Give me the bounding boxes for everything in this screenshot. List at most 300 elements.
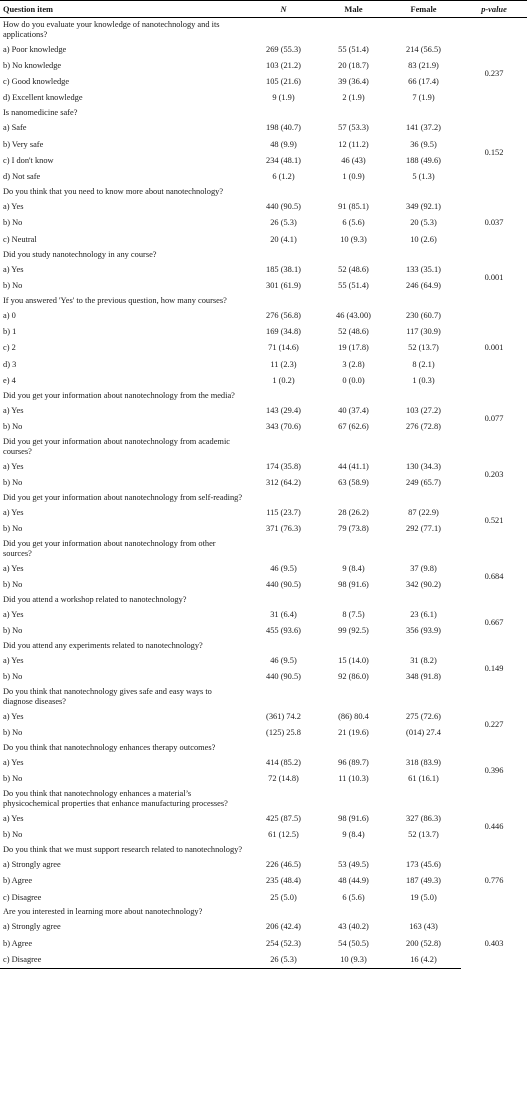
male-value: 67 (62.6) (338, 422, 369, 432)
female-value: 52 (13.7) (408, 830, 439, 840)
female-value: (014) 27.4 (406, 728, 441, 738)
empty-cell (321, 491, 386, 505)
empty-cell (461, 294, 527, 308)
option-label: b) No (3, 774, 23, 784)
question-text: Did you attend any experiments related to nanotechnology? (3, 641, 203, 651)
option-label: a) Yes (3, 655, 24, 665)
option-row (0, 873, 527, 889)
option-label: b) Very safe (3, 139, 44, 149)
option-label: a) Yes (3, 507, 24, 517)
option-row (0, 356, 527, 372)
option-label: a) 0 (3, 310, 16, 320)
empty-cell (321, 741, 386, 755)
option-row (0, 919, 527, 935)
empty-cell (321, 537, 386, 560)
question-row (0, 294, 527, 308)
empty-cell (461, 389, 527, 403)
n-value: 11 (2.3) (270, 359, 297, 369)
n-value: 72 (14.8) (268, 774, 299, 784)
empty-cell (461, 685, 527, 708)
female-value: 31 (8.2) (410, 655, 437, 665)
empty-cell (246, 537, 321, 560)
female-value: 130 (34.3) (406, 461, 441, 471)
female-value: 187 (49.3) (406, 876, 441, 886)
empty-cell (386, 843, 461, 857)
n-value: (361) 74.2 (266, 711, 301, 721)
empty-cell (246, 685, 321, 708)
option-label: c) Good knowledge (3, 77, 70, 87)
question-row (0, 18, 527, 42)
empty-cell (461, 741, 527, 755)
male-value: 98 (91.6) (338, 813, 369, 823)
option-row (0, 90, 527, 106)
empty-cell (386, 787, 461, 810)
n-value: 115 (23.7) (266, 507, 301, 517)
n-value: 425 (87.5) (266, 813, 301, 823)
male-value: 99 (92.5) (338, 626, 369, 636)
female-value: 327 (86.3) (406, 813, 441, 823)
p-value: 0.203 (484, 469, 504, 479)
p-value: 0.037 (484, 218, 504, 228)
question-text: Do you think that we must support research related to nanotechnology? (3, 844, 243, 854)
male-value: 8 (7.5) (342, 609, 365, 619)
male-value: 48 (44.9) (338, 876, 369, 886)
female-value: 16 (4.2) (386, 952, 461, 969)
question-row (0, 248, 527, 262)
female-value: 117 (30.9) (406, 327, 441, 337)
n-value: 269 (55.3) (266, 44, 301, 54)
option-label: a) Yes (3, 711, 24, 721)
empty-cell (246, 639, 321, 653)
empty-cell (246, 491, 321, 505)
option-label: b) Agree (3, 876, 33, 886)
male-value: 44 (41.1) (338, 461, 369, 471)
empty-cell (246, 787, 321, 810)
p-value: 0.521 (484, 515, 504, 525)
female-value: 7 (1.9) (412, 93, 435, 103)
question-text: Do you think that nanotechnology enhances therapy outcomes? (3, 743, 216, 752)
option-label: a) Yes (3, 264, 24, 274)
empty-cell (246, 843, 321, 857)
male-value: 55 (51.4) (338, 280, 369, 290)
question-row (0, 491, 527, 505)
female-value: 163 (43) (409, 922, 438, 932)
p-value: 0.684 (484, 571, 504, 581)
empty-cell (386, 18, 461, 42)
female-value: 52 (13.7) (408, 343, 439, 353)
option-row (0, 521, 527, 537)
option-row (0, 261, 527, 277)
empty-cell (321, 389, 386, 403)
female-value: 292 (77.1) (406, 524, 441, 534)
question-row (0, 106, 527, 120)
empty-cell (321, 248, 386, 262)
empty-cell (461, 435, 527, 458)
empty-cell (461, 905, 527, 919)
empty-cell (461, 593, 527, 607)
male-value: 55 (51.4) (338, 44, 369, 54)
n-value: 1 (0.2) (272, 375, 295, 385)
n-value: 48 (9.9) (270, 139, 297, 149)
n-value: 46 (9.5) (270, 563, 297, 573)
empty-cell (386, 389, 461, 403)
option-row (0, 623, 527, 639)
male-value: 46 (43.00) (336, 310, 371, 320)
p-value: 0.077 (484, 414, 504, 423)
p-value: 0.446 (484, 821, 504, 831)
empty-cell (321, 106, 386, 120)
question-row (0, 435, 527, 458)
empty-cell (386, 435, 461, 458)
female-value: 1 (0.3) (412, 375, 435, 385)
p-value: 0.667 (484, 617, 504, 627)
question-text: Do you think that you need to know more about nanotechnology? (3, 187, 224, 197)
female-value: 20 (5.3) (410, 218, 437, 228)
option-row (0, 952, 527, 969)
option-label: b) Agree (3, 938, 33, 948)
male-value: 98 (91.6) (338, 579, 369, 589)
male-value: 91 (85.1) (338, 202, 369, 212)
empty-cell (321, 639, 386, 653)
question-row (0, 905, 527, 919)
question-row (0, 787, 527, 810)
empty-cell (246, 248, 321, 262)
n-value: 46 (9.5) (270, 655, 297, 665)
option-label: b) No knowledge (3, 60, 62, 70)
male-value: 21 (19.6) (338, 728, 369, 738)
option-row (0, 153, 527, 169)
empty-cell (461, 639, 527, 653)
option-row (0, 324, 527, 340)
p-value: 0.396 (484, 766, 504, 776)
option-label: c) I don't know (3, 155, 54, 165)
female-value: 230 (60.7) (406, 310, 441, 320)
option-row (0, 169, 527, 185)
p-value: 0.227 (484, 719, 504, 729)
option-row (0, 708, 527, 724)
option-label: a) Safe (3, 123, 27, 133)
n-value: 26 (5.3) (246, 952, 321, 969)
empty-cell (461, 787, 527, 810)
empty-cell (321, 905, 386, 919)
female-value: 37 (9.8) (410, 563, 437, 573)
female-value: 36 (9.5) (410, 139, 437, 149)
option-row (0, 810, 527, 826)
question-text: Did you get your information about nanotechnology from other sources? (3, 539, 216, 558)
male-value: 43 (40.2) (338, 922, 369, 932)
male-value: 57 (53.3) (338, 123, 369, 133)
empty-cell (386, 185, 461, 199)
p-value: 0.152 (484, 147, 504, 157)
question-text: Did you attend a workshop related to nanotechnology? (3, 594, 187, 604)
n-value: 254 (52.3) (266, 938, 301, 948)
empty-cell (461, 491, 527, 505)
option-row (0, 120, 527, 136)
male-value: 19 (17.8) (338, 343, 369, 353)
n-value: 61 (12.5) (268, 830, 299, 840)
n-value: 103 (21.2) (266, 60, 301, 70)
male-value: 46 (43) (341, 155, 366, 165)
option-label: a) Yes (3, 757, 24, 767)
empty-cell (386, 106, 461, 120)
male-value: 12 (11.2) (338, 139, 369, 149)
option-row (0, 403, 527, 419)
option-label: b) No (3, 477, 23, 487)
question-text: Did you get your information about nanotechnology from academic courses? (3, 437, 230, 456)
option-label: a) Yes (3, 563, 24, 573)
option-label: a) Poor knowledge (3, 44, 67, 54)
n-value: 301 (61.9) (266, 280, 301, 290)
empty-cell (321, 685, 386, 708)
female-value: 141 (37.2) (406, 123, 441, 133)
female-value: 276 (72.8) (406, 422, 441, 432)
male-value: 9 (8.4) (342, 830, 365, 840)
female-value: 8 (2.1) (412, 359, 435, 369)
empty-cell (461, 18, 527, 42)
option-label: b) No (3, 728, 23, 738)
question-row (0, 185, 527, 199)
option-row (0, 857, 527, 873)
header-female: Female (386, 1, 461, 18)
female-value: 83 (21.9) (408, 60, 439, 70)
male-value: 53 (49.5) (338, 859, 369, 869)
header-n: N (246, 1, 321, 18)
option-label: a) Strongly agree (3, 859, 61, 869)
option-label: c) Disagree (3, 892, 42, 902)
empty-cell (321, 294, 386, 308)
male-value: 92 (86.0) (338, 672, 369, 682)
option-row (0, 560, 527, 576)
n-value: 9 (1.9) (272, 93, 295, 103)
empty-cell (321, 843, 386, 857)
n-value: 414 (85.2) (266, 757, 301, 767)
option-row (0, 215, 527, 231)
male-value: 39 (36.4) (338, 77, 369, 87)
female-value: 5 (1.3) (412, 172, 435, 182)
n-value: 226 (46.5) (266, 859, 301, 869)
empty-cell (321, 185, 386, 199)
question-row (0, 537, 527, 560)
question-text: How do you evaluate your knowledge of nanotechnology and its applications? (3, 20, 220, 39)
option-row (0, 307, 527, 323)
option-row (0, 136, 527, 152)
n-value: 198 (40.7) (266, 123, 301, 133)
empty-cell (461, 248, 527, 262)
question-text: Did you get your information about nanotechnology from self-reading? (3, 492, 243, 502)
n-value: 185 (38.1) (266, 264, 301, 274)
option-label: a) Yes (3, 813, 24, 823)
n-value: 455 (93.6) (266, 626, 301, 636)
n-value: 276 (56.8) (266, 310, 301, 320)
p-value: 0.001 (484, 343, 504, 353)
option-row (0, 935, 527, 951)
empty-cell (386, 685, 461, 708)
female-value: 318 (83.9) (406, 757, 441, 767)
male-value: 52 (48.6) (338, 264, 369, 274)
option-label: b) No (3, 672, 23, 682)
male-value: 96 (89.7) (338, 757, 369, 767)
p-value: 0.001 (484, 272, 504, 282)
option-row (0, 606, 527, 622)
option-row (0, 340, 527, 356)
option-label: e) 4 (3, 375, 16, 385)
option-label: b) No (3, 579, 23, 589)
option-row (0, 57, 527, 73)
p-value: 0.776 (484, 876, 504, 886)
female-value: 61 (16.1) (408, 774, 439, 784)
empty-cell (461, 106, 527, 120)
option-label: c) Disagree (0, 952, 246, 969)
n-value: (125) 25.8 (266, 728, 301, 738)
male-value: 9 (8.4) (342, 563, 365, 573)
n-value: 25 (5.0) (270, 892, 297, 902)
question-text: If you answered 'Yes' to the previous question, how many courses? (3, 295, 227, 305)
option-label: b) 1 (3, 327, 17, 337)
empty-cell (386, 741, 461, 755)
empty-cell (386, 537, 461, 560)
option-label: b) No (3, 280, 23, 290)
option-label: d) Excellent knowledge (3, 93, 83, 103)
n-value: 206 (42.4) (266, 922, 301, 932)
option-label: b) No (3, 218, 23, 228)
n-value: 71 (14.6) (268, 343, 299, 353)
question-row (0, 593, 527, 607)
p-value: 0.403 (484, 938, 504, 948)
female-value: 246 (64.9) (406, 280, 441, 290)
empty-cell (321, 787, 386, 810)
option-label: b) No (3, 626, 23, 636)
empty-cell (246, 185, 321, 199)
male-value: 15 (14.0) (338, 655, 369, 665)
option-row (0, 373, 527, 389)
empty-cell (246, 741, 321, 755)
male-value: 3 (2.8) (342, 359, 365, 369)
n-value: 234 (48.1) (266, 155, 301, 165)
female-value: 188 (49.6) (406, 155, 441, 165)
option-row (0, 458, 527, 474)
n-value: 440 (90.5) (266, 579, 301, 589)
female-value: 66 (17.4) (408, 77, 439, 87)
question-text: Do you think that nanotechnology gives safe and easy ways to diagnose diseases? (3, 687, 212, 706)
male-value: 6 (5.6) (342, 892, 365, 902)
option-label: c) Neutral (3, 234, 37, 244)
empty-cell (246, 106, 321, 120)
female-value: 133 (35.1) (406, 264, 441, 274)
female-value: 348 (91.8) (406, 672, 441, 682)
option-label: b) No (3, 422, 23, 432)
empty-cell (386, 248, 461, 262)
option-row (0, 41, 527, 57)
male-value: 2 (1.9) (342, 93, 365, 103)
male-value: (86) 80.4 (338, 711, 369, 721)
n-value: 143 (29.4) (266, 405, 301, 415)
male-value: 79 (73.8) (338, 524, 369, 534)
option-label: a) Yes (3, 405, 24, 415)
male-value: 52 (48.6) (338, 327, 369, 337)
question-row (0, 639, 527, 653)
empty-cell (321, 435, 386, 458)
option-row (0, 669, 527, 685)
empty-cell (386, 294, 461, 308)
option-row (0, 278, 527, 294)
empty-cell (386, 491, 461, 505)
empty-cell (386, 593, 461, 607)
option-label: a) Strongly agree (3, 922, 61, 932)
female-value: 349 (92.1) (406, 202, 441, 212)
option-label: d) Not safe (3, 172, 41, 182)
option-label: b) No (3, 524, 23, 534)
female-value: 275 (72.6) (406, 711, 441, 721)
option-label: d) 3 (3, 359, 17, 369)
male-value: 10 (9.3) (340, 234, 367, 244)
female-value: 103 (27.2) (406, 405, 441, 415)
male-value: 28 (26.2) (338, 507, 369, 517)
female-value: 19 (5.0) (410, 892, 437, 902)
female-value: 342 (90.2) (406, 579, 441, 589)
empty-cell (461, 843, 527, 857)
option-row (0, 827, 527, 843)
table-body (0, 18, 527, 969)
option-label: a) Yes (3, 202, 24, 212)
n-value: 6 (1.2) (272, 172, 295, 182)
option-row (0, 725, 527, 741)
empty-cell (246, 389, 321, 403)
female-value: 10 (2.6) (410, 234, 437, 244)
n-value: 31 (6.4) (270, 609, 297, 619)
male-value: 11 (10.3) (338, 774, 369, 784)
male-value: 40 (37.4) (338, 405, 369, 415)
empty-cell (246, 593, 321, 607)
female-value: 356 (93.9) (406, 626, 441, 636)
question-text: Did you study nanotechnology in any course? (3, 249, 157, 259)
option-row (0, 771, 527, 787)
question-text: Do you think that nanotechnology enhances a material’s physicochemical properties that enhance manufacturing processes? (3, 789, 228, 808)
n-value: 174 (35.8) (266, 461, 301, 471)
male-value: 6 (5.6) (342, 218, 365, 228)
empty-cell (386, 639, 461, 653)
header-male: Male (321, 1, 386, 18)
female-value: 200 (52.8) (406, 938, 441, 948)
female-value: 249 (65.7) (406, 477, 441, 487)
empty-cell (246, 435, 321, 458)
female-value: 23 (6.1) (410, 609, 437, 619)
n-value: 440 (90.5) (266, 672, 301, 682)
n-value: 20 (4.1) (270, 234, 297, 244)
option-label: b) No (3, 830, 23, 840)
n-value: 169 (34.8) (266, 327, 301, 337)
question-row (0, 389, 527, 403)
n-value: 26 (5.3) (270, 218, 297, 228)
male-value: 10 (9.3) (321, 952, 386, 969)
question-row (0, 843, 527, 857)
empty-cell (321, 593, 386, 607)
option-row (0, 504, 527, 520)
header-row (0, 1, 527, 18)
option-row (0, 577, 527, 593)
p-value: 0.149 (484, 664, 504, 674)
question-row (0, 685, 527, 708)
empty-cell (246, 905, 321, 919)
option-row (0, 199, 527, 215)
male-value: 54 (50.5) (338, 938, 369, 948)
question-text: Are you interested in learning more about nanotechnology? (3, 907, 203, 917)
empty-cell (461, 537, 527, 560)
option-row (0, 231, 527, 247)
option-row (0, 755, 527, 771)
n-value: 235 (48.4) (266, 876, 301, 886)
female-value: 214 (56.5) (406, 44, 441, 54)
option-row (0, 419, 527, 435)
